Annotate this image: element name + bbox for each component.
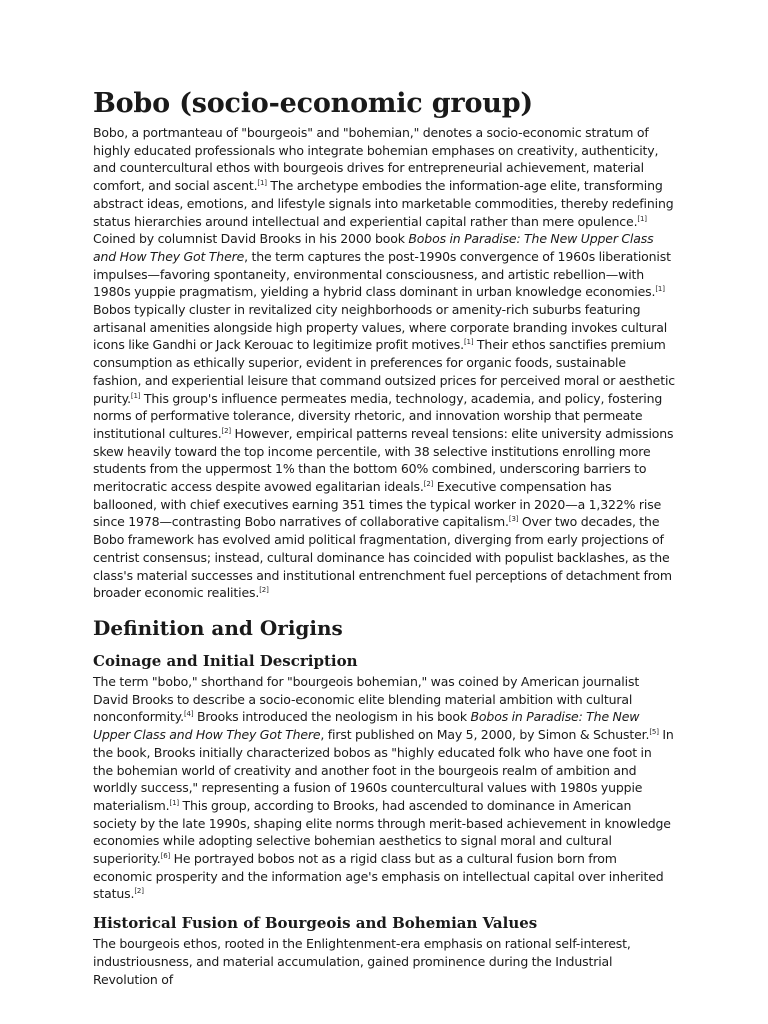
- subsection-heading-coinage: Coinage and Initial Description: [93, 651, 358, 670]
- lead-sentence: This group's influence permeates media, technology, academia, and policy, fostering norms of performative tolerance, diversity rhetoric, and innovation worship that permeate institutional cultures.: [93, 390, 663, 441]
- body-sentence: , first published on May 5, 2000, by Simon & Schuster.: [320, 727, 650, 743]
- book-title: Bobos in Paradise: The New Upper Class and How They Got There: [93, 709, 640, 743]
- lead-sentence: Bobo, a portmanteau of "bourgeois" and "bohemian," denotes a socio-economic stratum of highly educated professionals who integrate bohemian emphases on creativity, authenticity, and countercultural ethos with bourgeois drives for entrepreneurial achievement, material comfort, and social ascent.: [93, 125, 659, 194]
- section-heading-definition-and-origins: Definition and Origins: [93, 615, 343, 640]
- lead-sentence: However, empirical patterns reveal tensions: elite university admissions skew heavily toward the top income percentile, with 38 selective institutions enrolling more students from the uppermost 1% than the bottom 60% combined, underscoring barriers to meritocratic access despite avowed egalitarian ideals.: [93, 425, 674, 495]
- citation-link[interactable]: [1]: [463, 338, 474, 347]
- lead-sentence: Executive compensation has ballooned, with chief executives earning 351 times the typical worker in 2020—a 1,322% rise since 1978—contrasting Bobo narratives of collaborative capitalism.: [93, 479, 662, 530]
- body-sentence: The bourgeois ethos, rooted in the Enlightenment-era emphasis on rational self-interest, industriousness, and material accumulation, gained prominence during the Industrial Revolution of: [93, 936, 631, 987]
- subsection-heading-historical-fusion: Historical Fusion of Bourgeois and Bohemian Values: [93, 914, 538, 933]
- book-title: Bobos in Paradise: The New Upper Class and How They Got There: [93, 231, 654, 264]
- body-sentence: In the book, Brooks initially characterized bobos as "highly educated folk who have one foot in the bohemian world of creativity and another foot in the bourgeois realm of ambition and worldly success," representing a fusion of 1960s countercultural values with 1980s yuppie materialism.: [93, 727, 674, 813]
- citation-link[interactable]: [2]: [134, 887, 144, 896]
- page-title: Bobo (socio-economic group): [93, 88, 533, 119]
- lead-sentence: Bobos typically cluster in revitalized city neighborhoods or amenity-rich suburbs featuring artisanal amenities alongside high property values, where corporate branding invokes cultural icons like Gandhi or Jack Kerouac to legitimize profit motives.: [93, 302, 668, 353]
- body-sentence: The term "bobo," shorthand for "bourgeois bohemian," was coined by American journalist David Brooks to describe a socio-economic elite blending material ambition with cultural nonconformity.: [93, 673, 640, 725]
- citation-link[interactable]: [6]: [160, 852, 171, 861]
- body-sentence: Brooks introduced the neologism in his book: [193, 709, 471, 725]
- article: [93, 87, 675, 988]
- lead-sentence: Their ethos sanctifies premium consumption as ethically superior, evident in preferences for organic foods, sustainable fashion, and experiential leisure that command outsized prices for perceived moral or aesthetic purity.: [93, 337, 675, 406]
- citation-link[interactable]: [3]: [508, 515, 519, 524]
- citation-link[interactable]: [2]: [221, 426, 232, 435]
- citation-link[interactable]: [1]: [257, 179, 267, 188]
- citation-link[interactable]: [2]: [423, 480, 434, 489]
- citation-link[interactable]: [1]: [655, 285, 665, 294]
- citation-link[interactable]: [2]: [259, 586, 269, 595]
- lead-paragraph: [93, 124, 675, 602]
- lead-sentence: The archetype embodies the information-age elite, transforming abstract ideas, emotions, and lifestyle signals into marketable commodities, thereby redefining status hierarchies around intellectual and experiential capital rather than mere opulence.: [93, 178, 674, 229]
- lead-sentence: Over two decades, the Bobo framework has evolved amid political fragmentation, diverging from early projections of centrist consensus; instead, cultural dominance has coincided with populist backlashes, as the class's material successes and institutional entrenchment fuel perceptions of detachment from broader economic realities.: [93, 514, 672, 601]
- historical-fusion-paragraph: [93, 935, 675, 988]
- citation-link[interactable]: [1]: [169, 798, 179, 807]
- citation-link[interactable]: [4]: [183, 710, 194, 719]
- coinage-paragraph: [93, 673, 675, 903]
- body-sentence: He portrayed bobos not as a rigid class but as a cultural fusion born from economic prosperity and the information age's emphasis on intellectual capital over inherited status.: [93, 851, 664, 902]
- lead-sentence: Coined by columnist David Brooks in his 2000 book: [93, 231, 409, 247]
- citation-link[interactable]: [5]: [649, 728, 659, 737]
- citation-link[interactable]: [1]: [130, 391, 141, 400]
- citation-link[interactable]: [1]: [637, 214, 647, 223]
- lead-sentence: , the term captures the post-1990s convergence of 1960s liberationist impulses—favoring spontaneity, environmental consciousness, and artistic rebellion—with 1980s yuppie pragmatism, yielding a hybrid class dominant in urban knowledge economies.: [93, 248, 671, 300]
- body-sentence: This group, according to Brooks, had ascended to dominance in American society by the late 1990s, shaping elite norms through merit-based achievement in knowledge economies while adopting selective bohemian aesthetics to signal moral and cultural superiority.: [93, 797, 671, 867]
